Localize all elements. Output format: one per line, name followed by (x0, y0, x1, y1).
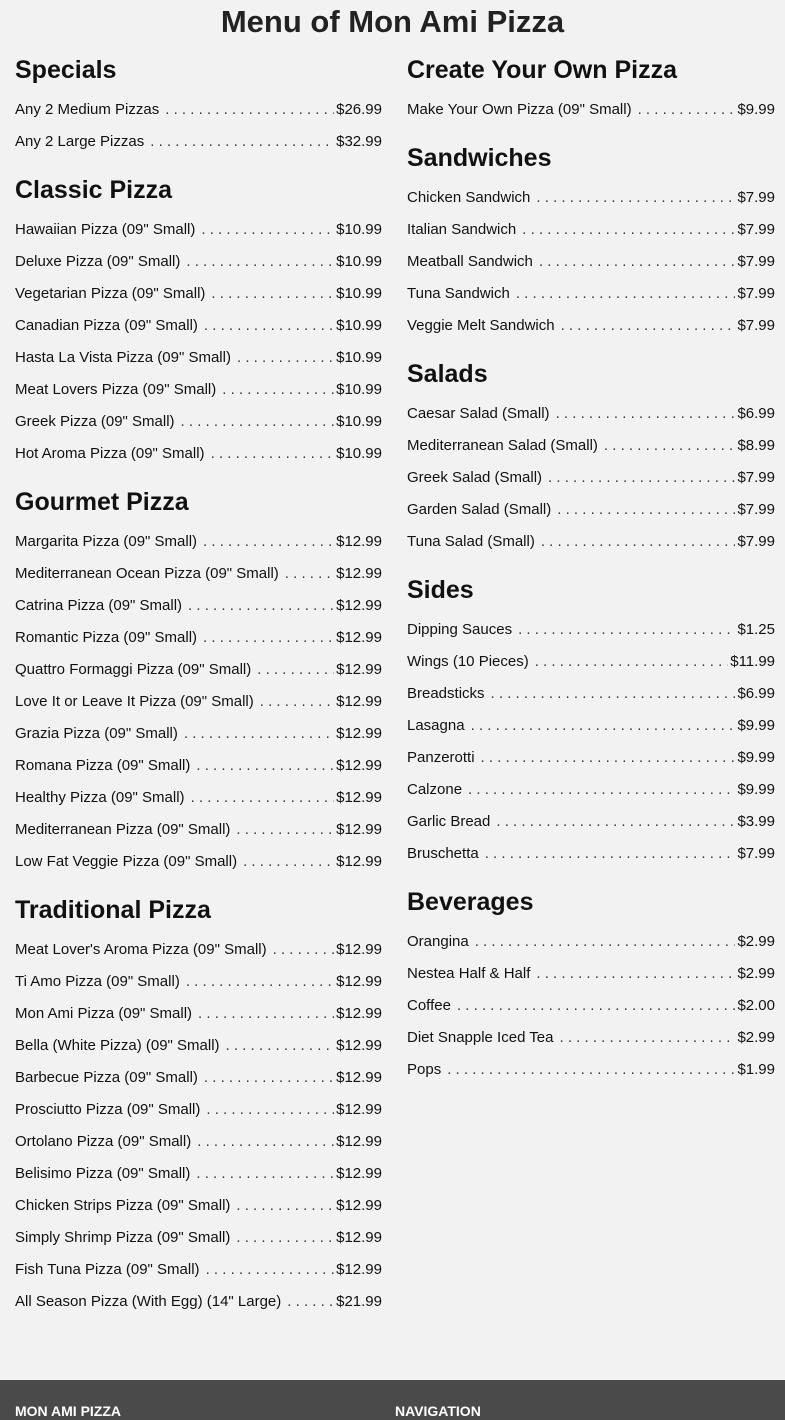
menu-item-name: Romantic Pizza (09" Small) (15, 629, 198, 646)
menu-item-name: Italian Sandwich (407, 221, 517, 238)
dot-leader (535, 646, 729, 678)
dot-leader (237, 342, 334, 374)
menu-item-price: $7.99 (737, 285, 775, 302)
menu-item-name: Wings (10 Pieces) (407, 653, 529, 670)
menu-section-sides (407, 570, 775, 870)
dot-leader (191, 782, 335, 814)
menu-item (15, 966, 382, 998)
menu-item (15, 1030, 382, 1062)
menu-item-list (407, 394, 775, 558)
menu-item-price: $1.99 (737, 1061, 775, 1078)
menu-item (15, 750, 382, 782)
menu-item-name: Hot Aroma Pizza (09" Small) (15, 445, 205, 462)
menu-item (407, 774, 775, 806)
dot-leader (222, 374, 334, 406)
menu-item (407, 742, 775, 774)
section-heading: Beverages (407, 888, 534, 916)
menu-item-price: $12.99 (336, 1101, 382, 1118)
menu-item-price: $6.99 (737, 685, 775, 702)
menu-item-list (407, 922, 775, 1086)
section-heading: Gourmet Pizza (15, 488, 189, 516)
menu-item-list (407, 90, 775, 126)
menu-item-price: $7.99 (737, 533, 775, 550)
menu-item (407, 678, 775, 710)
menu-item-name: Belisimo Pizza (09" Small) (15, 1165, 191, 1182)
footer (0, 1380, 785, 1420)
menu-item-name: Love It or Leave It Pizza (09" Small) (15, 693, 254, 710)
menu-item-price: $12.99 (336, 757, 382, 774)
menu-section-traditional-pizza (15, 890, 382, 1318)
menu-item (407, 926, 775, 958)
menu-item-name: Romana Pizza (09" Small) (15, 757, 191, 774)
dot-leader (236, 1222, 334, 1254)
menu-item-price: $12.99 (336, 789, 382, 806)
menu-item (407, 94, 775, 126)
dot-leader (518, 614, 735, 646)
menu-item (15, 526, 382, 558)
menu-item-list (407, 178, 775, 342)
menu-item (15, 718, 382, 750)
menu-item-price: $1.25 (737, 621, 775, 638)
section-heading: Sides (407, 576, 474, 604)
menu-item-name: Any 2 Medium Pizzas (15, 101, 160, 118)
dot-leader (206, 1094, 334, 1126)
dot-leader (536, 958, 735, 990)
menu-item-price: $2.00 (737, 997, 775, 1014)
menu-item-name: Greek Pizza (09" Small) (15, 413, 175, 430)
dot-leader (638, 94, 736, 126)
menu-item (15, 374, 382, 406)
dot-leader (204, 310, 334, 342)
menu-item-name: Quattro Formaggi Pizza (09" Small) (15, 661, 252, 678)
menu-item (15, 590, 382, 622)
menu-item (15, 934, 382, 966)
page-title: Menu of Mon Ami Pizza (220, 4, 565, 39)
menu-item-price: $12.99 (336, 1069, 382, 1086)
menu-item-name: Mediterranean Pizza (09" Small) (15, 821, 231, 838)
menu-item-name: Panzerotti (407, 749, 475, 766)
menu-item (407, 430, 775, 462)
dot-leader (181, 406, 335, 438)
menu-item-price: $8.99 (737, 437, 775, 454)
menu-item-name: Catrina Pizza (09" Small) (15, 597, 183, 614)
menu-item-price: $10.99 (336, 221, 382, 238)
menu-item-name: Pops (407, 1061, 442, 1078)
menu-item-list (15, 522, 382, 878)
dot-leader (150, 126, 334, 158)
menu-item-price: $9.99 (737, 101, 775, 118)
menu-section-salads (407, 354, 775, 558)
menu-item (15, 342, 382, 374)
dot-leader (184, 718, 334, 750)
dot-leader (206, 1254, 335, 1286)
menu-item-name: Greek Salad (Small) (407, 469, 543, 486)
menu-item-price: $11.99 (730, 653, 775, 670)
menu-item (15, 278, 382, 310)
section-heading: Salads (407, 360, 488, 388)
menu-item-name: Veggie Melt Sandwich (407, 317, 555, 334)
menu-item (15, 654, 382, 686)
menu-item-name: Diet Snapple Iced Tea (407, 1029, 554, 1046)
menu-item (15, 1286, 382, 1318)
dot-leader (243, 846, 334, 878)
dot-leader (496, 806, 735, 838)
menu-item-price: $12.99 (336, 1165, 382, 1182)
section-heading: Create Your Own Pizza (407, 56, 677, 84)
dot-leader (491, 678, 736, 710)
menu-item-price: $9.99 (737, 781, 775, 798)
menu-item-list (15, 90, 382, 158)
footer-navigation-heading: NAVIGATION (395, 1403, 481, 1419)
dot-leader (186, 966, 334, 998)
menu-item-price: $7.99 (737, 469, 775, 486)
menu-item-price: $7.99 (737, 189, 775, 206)
menu-item-name: Bella (White Pizza) (09" Small) (15, 1037, 220, 1054)
menu-item-name: Tuna Sandwich (407, 285, 510, 302)
menu-item-price: $12.99 (336, 693, 382, 710)
menu-item-price: $7.99 (737, 845, 775, 862)
dot-leader (471, 710, 736, 742)
menu-item (407, 958, 775, 990)
menu-item-list (15, 210, 382, 470)
dot-leader (211, 438, 335, 470)
menu-item (407, 214, 775, 246)
menu-item-price: $12.99 (336, 1005, 382, 1022)
menu-item (407, 246, 775, 278)
menu-item-price: $12.99 (336, 853, 382, 870)
dot-leader (481, 742, 736, 774)
menu-item-price: $10.99 (336, 381, 382, 398)
menu-item-name: Fish Tuna Pizza (09" Small) (15, 1261, 200, 1278)
menu-item (407, 710, 775, 742)
menu-item-name: Nestea Half & Half (407, 965, 531, 982)
menu-item-name: Ti Amo Pizza (09" Small) (15, 973, 180, 990)
menu-section-specials (15, 50, 382, 158)
dot-leader (198, 998, 334, 1030)
menu-item (15, 782, 382, 814)
menu-section-gourmet-pizza (15, 482, 382, 878)
menu-item (15, 1222, 382, 1254)
menu-item-name: Garden Salad (Small) (407, 501, 552, 518)
dot-leader (165, 94, 334, 126)
menu-item-price: $9.99 (737, 749, 775, 766)
menu-item-name: All Season Pizza (With Egg) (14" Large) (15, 1293, 282, 1310)
menu-item (407, 278, 775, 310)
menu-section-create-your-own-pizza (407, 50, 775, 126)
menu-item-price: $12.99 (336, 661, 382, 678)
dot-leader (285, 558, 334, 590)
dot-leader (203, 622, 334, 654)
menu-item (407, 182, 775, 214)
menu-item-price: $7.99 (737, 501, 775, 518)
menu-item-name: Any 2 Large Pizzas (15, 133, 145, 150)
dot-leader (447, 1054, 735, 1086)
dot-leader (522, 214, 735, 246)
menu-item-price: $12.99 (336, 533, 382, 550)
menu-item-price: $12.99 (336, 1133, 382, 1150)
dot-leader (548, 462, 735, 494)
menu-item-price: $12.99 (336, 1037, 382, 1054)
menu-item (15, 558, 382, 590)
dot-leader (226, 1030, 335, 1062)
dot-leader (236, 1190, 334, 1222)
menu-item-name: Garlic Bread (407, 813, 491, 830)
menu-item (407, 838, 775, 870)
menu-item-name: Dipping Sauces (407, 621, 513, 638)
menu-item (15, 1126, 382, 1158)
menu-item-name: Grazia Pizza (09" Small) (15, 725, 178, 742)
menu-item-price: $12.99 (336, 1261, 382, 1278)
menu-item-price: $6.99 (737, 405, 775, 422)
dot-leader (260, 686, 334, 718)
menu-item (407, 398, 775, 430)
menu-item-price: $12.99 (336, 565, 382, 582)
menu-item-price: $12.99 (336, 629, 382, 646)
menu-item (15, 406, 382, 438)
dot-leader (604, 430, 736, 462)
menu-item-name: Healthy Pizza (09" Small) (15, 789, 185, 806)
dot-leader (536, 182, 735, 214)
menu-item (407, 1054, 775, 1086)
dot-leader (561, 310, 736, 342)
menu-item-name: Hawaiian Pizza (09" Small) (15, 221, 196, 238)
menu-item-price: $10.99 (336, 445, 382, 462)
dot-leader (468, 774, 735, 806)
menu-item (15, 686, 382, 718)
menu-item (15, 814, 382, 846)
menu-item-name: Meatball Sandwich (407, 253, 533, 270)
dot-leader (188, 590, 334, 622)
menu-item-name: Hasta La Vista Pizza (09" Small) (15, 349, 231, 366)
dot-leader (203, 526, 334, 558)
section-heading: Specials (15, 56, 117, 84)
menu-item-name: Deluxe Pizza (09" Small) (15, 253, 181, 270)
menu-item-price: $10.99 (336, 253, 382, 270)
menu-item-name: Prosciutto Pizza (09" Small) (15, 1101, 201, 1118)
menu-item-price: $12.99 (336, 941, 382, 958)
dot-leader (196, 1158, 334, 1190)
menu-item-price: $2.99 (737, 933, 775, 950)
dot-leader (560, 1022, 736, 1054)
menu-item-name: Simply Shrimp Pizza (09" Small) (15, 1229, 231, 1246)
menu-item-name: Mediterranean Salad (Small) (407, 437, 598, 454)
dot-leader (485, 838, 736, 870)
menu-item-name: Canadian Pizza (09" Small) (15, 317, 198, 334)
menu-item-name: Caesar Salad (Small) (407, 405, 550, 422)
menu-item-price: $10.99 (336, 413, 382, 430)
menu-item-name: Orangina (407, 933, 469, 950)
menu-item-price: $10.99 (336, 317, 382, 334)
menu-item-price: $9.99 (737, 717, 775, 734)
menu-item-price: $12.99 (336, 725, 382, 742)
menu-item (15, 94, 382, 126)
dot-leader (236, 814, 334, 846)
menu-item (407, 526, 775, 558)
menu-item (407, 990, 775, 1022)
menu-item-name: Mediterranean Ocean Pizza (09" Small) (15, 565, 279, 582)
menu-item (15, 438, 382, 470)
menu-section-sandwiches (407, 138, 775, 342)
menu-item (407, 462, 775, 494)
dot-leader (556, 398, 736, 430)
menu-section-beverages (407, 882, 775, 1086)
menu-item (15, 1062, 382, 1094)
dot-leader (541, 526, 736, 558)
menu-item-price: $12.99 (336, 973, 382, 990)
dot-leader (201, 214, 334, 246)
menu-item-name: Ortolano Pizza (09" Small) (15, 1133, 192, 1150)
dot-leader (211, 278, 334, 310)
dot-leader (287, 1286, 334, 1318)
menu-item-name: Make Your Own Pizza (09" Small) (407, 101, 632, 118)
menu-item-name: Meat Lover's Aroma Pizza (09" Small) (15, 941, 267, 958)
menu-item-price: $32.99 (336, 133, 382, 150)
dot-leader (475, 926, 736, 958)
dot-leader (186, 246, 334, 278)
menu-item-price: $3.99 (737, 813, 775, 830)
menu-item-name: Barbecue Pizza (09" Small) (15, 1069, 198, 1086)
menu-item (15, 214, 382, 246)
menu-item-name: Lasagna (407, 717, 465, 734)
menu-item (15, 998, 382, 1030)
menu-item-price: $7.99 (737, 221, 775, 238)
menu-item-price: $2.99 (737, 965, 775, 982)
dot-leader (197, 1126, 334, 1158)
menu-item-price: $10.99 (336, 285, 382, 302)
menu-item (407, 494, 775, 526)
menu-item-name: Bruschetta (407, 845, 479, 862)
menu-item-name: Coffee (407, 997, 451, 1014)
menu-column-left (15, 50, 382, 1330)
menu-item (407, 310, 775, 342)
menu-item-price: $12.99 (336, 1229, 382, 1246)
menu-section-classic-pizza (15, 170, 382, 470)
menu-item-price: $7.99 (737, 253, 775, 270)
menu-item-name: Meat Lovers Pizza (09" Small) (15, 381, 217, 398)
menu-item-name: Tuna Salad (Small) (407, 533, 535, 550)
dot-leader (273, 934, 335, 966)
section-heading: Sandwiches (407, 144, 552, 172)
menu-item-name: Calzone (407, 781, 463, 798)
menu-item-name: Margarita Pizza (09" Small) (15, 533, 198, 550)
menu-item (407, 806, 775, 838)
menu-item (407, 1022, 775, 1054)
menu-item-price: $7.99 (737, 317, 775, 334)
menu-item-price: $12.99 (336, 1197, 382, 1214)
menu-item-price: $26.99 (336, 101, 382, 118)
menu-columns (0, 50, 785, 1330)
menu-item (15, 1254, 382, 1286)
menu-item (15, 1094, 382, 1126)
menu-item-name: Chicken Sandwich (407, 189, 531, 206)
menu-item-name: Vegetarian Pizza (09" Small) (15, 285, 206, 302)
section-heading: Classic Pizza (15, 176, 173, 204)
menu-item-list (15, 930, 382, 1318)
dot-leader (257, 654, 334, 686)
dot-leader (557, 494, 735, 526)
menu-item (15, 126, 382, 158)
menu-item (15, 246, 382, 278)
menu-item (15, 622, 382, 654)
menu-item-price: $21.99 (336, 1293, 382, 1310)
menu-item (15, 310, 382, 342)
menu-item-name: Breadsticks (407, 685, 485, 702)
menu-item-price: $10.99 (336, 349, 382, 366)
menu-item (15, 846, 382, 878)
menu-column-right (407, 50, 775, 1330)
menu-item-name: Low Fat Veggie Pizza (09" Small) (15, 853, 238, 870)
dot-leader (457, 990, 736, 1022)
dot-leader (539, 246, 736, 278)
menu-item (15, 1190, 382, 1222)
menu-item-list (407, 610, 775, 870)
menu-item (407, 614, 775, 646)
menu-item (407, 646, 775, 678)
menu-item-price: $12.99 (336, 597, 382, 614)
menu-item-price: $12.99 (336, 821, 382, 838)
menu-item-price: $2.99 (737, 1029, 775, 1046)
section-heading: Traditional Pizza (15, 896, 211, 924)
dot-leader (196, 750, 334, 782)
dot-leader (516, 278, 736, 310)
dot-leader (204, 1062, 334, 1094)
menu-item-name: Chicken Strips Pizza (09" Small) (15, 1197, 231, 1214)
menu-item (15, 1158, 382, 1190)
footer-brand-heading: MON AMI PIZZA (15, 1403, 122, 1419)
menu-item-name: Mon Ami Pizza (09" Small) (15, 1005, 193, 1022)
